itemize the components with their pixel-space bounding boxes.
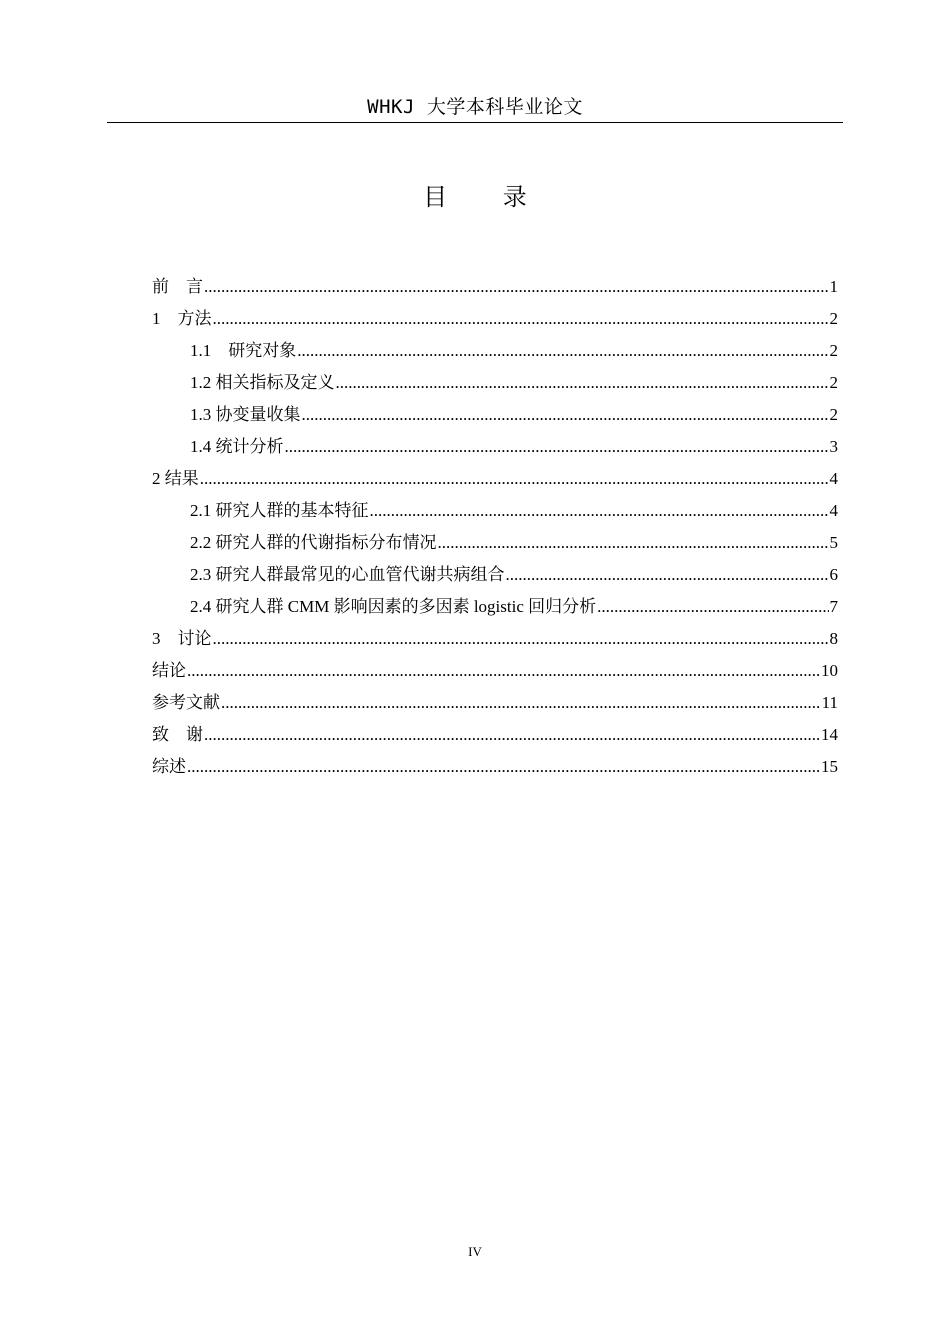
toc-dot-leader <box>302 399 829 431</box>
toc-dot-leader <box>506 559 829 591</box>
toc-entry-label: 致 谢 <box>152 725 203 744</box>
toc-dot-leader <box>213 303 829 335</box>
toc-dot-leader <box>597 591 828 623</box>
toc-entry-label: 2.3 研究人群最常见的心血管代谢共病组合 <box>190 565 505 584</box>
toc-entry[interactable] <box>152 463 838 495</box>
toc-entry-page: 2 <box>829 309 838 328</box>
table-of-contents <box>152 271 838 783</box>
toc-dot-leader <box>200 463 829 495</box>
toc-entry[interactable] <box>152 559 838 591</box>
toc-entry-label: 结论 <box>152 661 186 680</box>
toc-entry-label: 1 方法 <box>152 309 212 328</box>
toc-entry-label: 2.2 研究人群的代谢指标分布情况 <box>190 533 437 552</box>
toc-entry-label: 综述 <box>152 757 186 776</box>
toc-entry-page: 14 <box>821 725 838 744</box>
toc-dot-leader <box>221 687 821 719</box>
toc-entry-page: 1 <box>829 277 838 296</box>
toc-dot-leader <box>187 751 820 783</box>
toc-entry[interactable] <box>152 655 838 687</box>
toc-dot-leader <box>297 335 828 367</box>
page-number: IV <box>468 1244 482 1259</box>
toc-entry-label: 1.3 协变量收集 <box>190 405 301 424</box>
toc-entry-page: 8 <box>829 629 838 648</box>
toc-dot-leader <box>285 431 829 463</box>
toc-entry[interactable] <box>152 271 838 303</box>
toc-entry[interactable] <box>152 335 838 367</box>
toc-entry[interactable] <box>152 751 838 783</box>
toc-entry-page: 6 <box>829 565 838 584</box>
toc-entry[interactable] <box>152 591 838 623</box>
toc-title: 目 录 <box>423 183 551 211</box>
toc-dot-leader <box>204 719 820 751</box>
toc-entry-page: 10 <box>821 661 838 680</box>
toc-entry[interactable] <box>152 495 838 527</box>
toc-entry[interactable] <box>152 367 838 399</box>
toc-entry-page: 2 <box>829 341 838 360</box>
toc-dot-leader <box>187 655 820 687</box>
toc-entry-page: 5 <box>829 533 838 552</box>
toc-entry[interactable] <box>152 399 838 431</box>
toc-entry-page: 11 <box>821 693 838 712</box>
toc-dot-leader <box>204 271 829 303</box>
toc-entry-page: 4 <box>829 469 838 488</box>
toc-entry-label: 2.1 研究人群的基本特征 <box>190 501 369 520</box>
toc-entry-label: 1.2 相关指标及定义 <box>190 373 335 392</box>
toc-entry-label: 3 讨论 <box>152 629 212 648</box>
toc-entry-label: 2.4 研究人群 CMM 影响因素的多因素 logistic 回归分析 <box>190 597 597 616</box>
toc-entry-label: 参考文献 <box>152 693 220 712</box>
toc-dot-leader <box>213 623 829 655</box>
toc-dot-leader <box>370 495 829 527</box>
toc-entry[interactable] <box>152 431 838 463</box>
toc-entry-label: 1.1 研究对象 <box>190 341 297 360</box>
toc-entry[interactable] <box>152 623 838 655</box>
toc-entry[interactable] <box>152 303 838 335</box>
toc-entry-label: 1.4 统计分析 <box>190 437 284 456</box>
toc-entry-page: 7 <box>829 597 838 616</box>
page-header <box>107 92 843 123</box>
toc-entry-page: 3 <box>829 437 838 456</box>
toc-entry-page: 4 <box>829 501 838 520</box>
toc-entry[interactable] <box>152 687 838 719</box>
toc-dot-leader <box>438 527 829 559</box>
toc-entry-page: 2 <box>829 373 838 392</box>
toc-entry-label: 2 结果 <box>152 469 199 488</box>
toc-entry[interactable] <box>152 527 838 559</box>
toc-entry[interactable] <box>152 719 838 751</box>
toc-entry-page: 15 <box>821 757 838 776</box>
toc-entry-page: 2 <box>829 405 838 424</box>
header-title: WHKJ 大学本科毕业论文 <box>367 96 583 118</box>
toc-dot-leader <box>336 367 829 399</box>
toc-entry-label: 前 言 <box>152 277 203 296</box>
